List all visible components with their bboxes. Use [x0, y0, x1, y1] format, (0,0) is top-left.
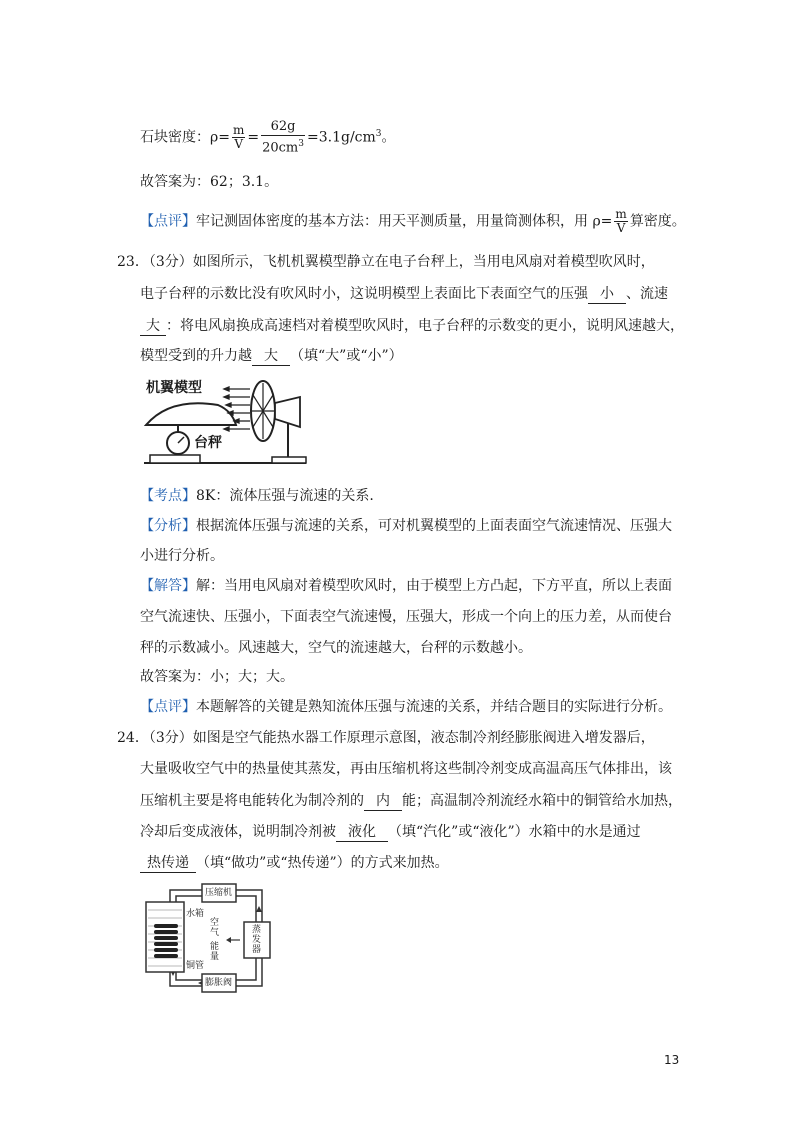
q23-line3	[140, 316, 684, 336]
fraction-values	[261, 119, 305, 156]
comment-tag: 【点评】	[140, 699, 196, 715]
q23-comment	[140, 697, 672, 717]
q24-line3	[140, 791, 682, 811]
answer-blank: 热传递	[140, 854, 196, 873]
q23-fenxi	[140, 516, 672, 536]
q23-line4	[140, 346, 403, 366]
text: 电子台秤的示数比没有吹风时小，这说明模型上表面比下表面空气的压强	[140, 286, 588, 302]
kaodian-tag: 【考点】	[140, 488, 196, 504]
fenxi-text: 根据流体压强与流速的关系，可对机翼模型的上面表面空气流速情况、压强大	[196, 518, 672, 534]
text: （填“做功”或“热传递”）的方式来加热。	[196, 855, 449, 871]
q23-line1: 23．（3分）如图所示，飞机机翼模型静立在电子台秤上，当用电风扇对着模型吹风时，	[117, 254, 655, 270]
comment-text: 牢记测固体密度的基本方法：用天平测质量，用量筒测体积，用 ρ=	[196, 213, 613, 230]
fraction-m-over-v	[232, 124, 245, 151]
result-exponent: 3	[375, 129, 382, 140]
answer-blank: 大	[140, 317, 166, 336]
text: （填“汽化”或“液化”）水箱中的水是通过	[388, 824, 641, 840]
text: （填“大”或“小”）	[290, 348, 403, 364]
q24-line4	[140, 822, 641, 842]
text: 、流速	[626, 286, 668, 302]
density-formula	[140, 119, 396, 156]
comment-tag: 【点评】	[140, 213, 196, 230]
answer-blank: 液化	[336, 823, 388, 842]
q23-line2	[140, 284, 668, 304]
fraction-numerator: m	[232, 123, 245, 138]
wing-model-label: 机翼模型	[146, 380, 202, 396]
text: 压缩机主要是将电能转化为制冷剂的	[140, 793, 364, 809]
fraction-denominator: V	[616, 221, 626, 235]
result-end: 。	[381, 129, 396, 146]
jieda-text: 解：当用电风扇对着模型吹风时，由于模型上方凸起，下方平直，所以上表面	[196, 578, 672, 594]
answer-blank: 小	[588, 285, 626, 304]
q23-jieda-line2: 空气流速快、压强小，下面表空气流速慢，压强大，形成一个向上的压力差，从而使台	[140, 609, 672, 625]
fraction-numerator: 62g	[261, 119, 305, 136]
answer-blank: 内	[364, 792, 402, 811]
q23-jieda	[140, 576, 672, 596]
text: 冷却后变成液体，说明制冷剂被	[140, 824, 336, 840]
q23-kaodian	[140, 486, 374, 506]
equals-sign: =	[247, 129, 260, 146]
wing-fan-figure	[140, 375, 310, 471]
page-number: 13	[664, 1053, 680, 1067]
valve-label: 膨胀阀	[205, 978, 233, 988]
kaodian-text: 8K：流体压强与流速的关系.	[196, 488, 374, 504]
q22-comment	[140, 208, 686, 235]
fenxi-tag: 【分析】	[140, 518, 196, 534]
heat-pump-figure	[140, 880, 280, 995]
comment-end: 算密度。	[629, 213, 686, 230]
text: 模型受到的升力越	[140, 348, 252, 364]
tank-label: 水箱	[186, 909, 205, 919]
q24-line2: 大量吸收空气中的热量使其蒸发，再由压缩机将这些制冷剂变成高温高压气体排出，该	[140, 761, 672, 777]
q23-answer: 故答案为：小；大；大。	[140, 669, 294, 685]
fraction-denominator	[261, 136, 305, 156]
q23-fenxi-line2: 小进行分析。	[140, 548, 224, 564]
denominator-text: 20cm	[262, 140, 299, 156]
density-result: =3.1g/cm	[306, 129, 376, 146]
pipe-label: 铜管	[186, 961, 205, 971]
q22-answer: 故答案为：62；3.1。	[140, 174, 279, 190]
text: 能；高温制冷剂流经水箱中的铜管给水加热，	[402, 793, 682, 809]
text: ：将电风扇换成高速档对着模型吹风时，电子台秤的示数变的更小，说明风速越大，	[166, 318, 684, 334]
denominator-exponent: 3	[298, 139, 304, 149]
comment-fraction	[614, 208, 627, 235]
compressor-label: 压缩机	[205, 888, 233, 898]
q24-line5	[140, 853, 449, 873]
air-label: 空气	[210, 918, 220, 938]
comment-text: 本题解答的关键是熟知流体压强与流速的关系，并结合题目的实际进行分析。	[196, 699, 672, 715]
fraction-numerator: m	[615, 207, 627, 221]
scale-label: 台秤	[194, 435, 222, 451]
jieda-tag: 【解答】	[140, 578, 196, 594]
q24-line1: 24．（3分）如图是空气能热水器工作原理示意图，液态制冷剂经膨胀阀进入增发器后，	[117, 730, 655, 746]
evaporator-label: 蒸发器	[252, 925, 262, 955]
density-label: 石块密度：ρ=	[140, 129, 230, 146]
fraction-denominator: V	[234, 137, 243, 152]
answer-blank: 大	[252, 347, 290, 366]
energy-label: 能量	[210, 942, 220, 962]
q23-jieda-line3: 秤的示数减小。风速越大，空气的流速越大，台秤的示数越小。	[140, 640, 532, 656]
